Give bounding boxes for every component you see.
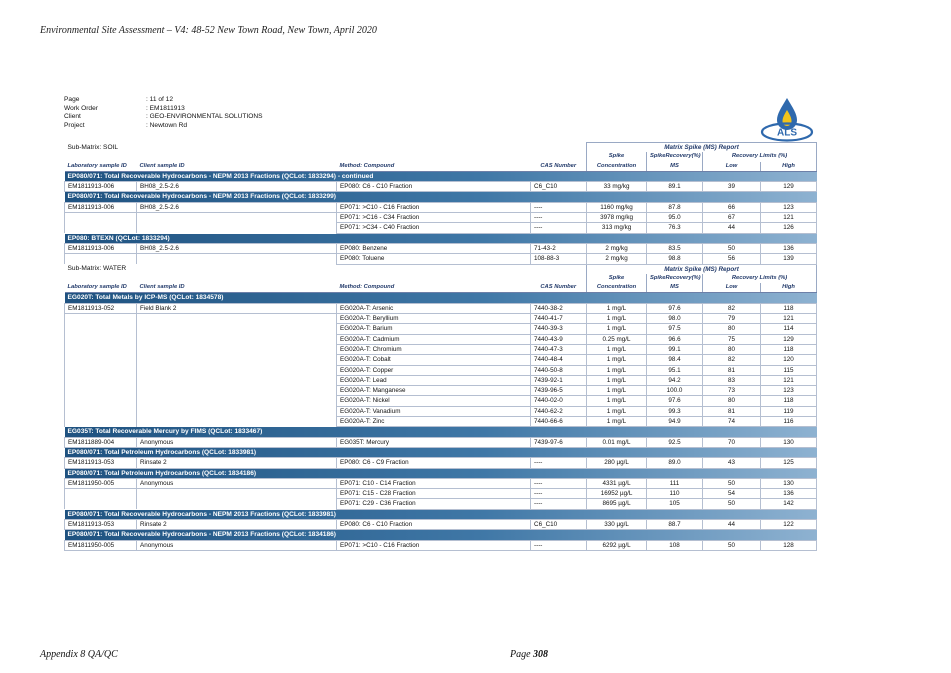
spike-concentration: 6292 µg/L [587, 540, 647, 550]
lab-sample-id: EM1811913-053 [65, 519, 137, 529]
meta-value: : EM1811913 [146, 104, 185, 112]
ms-recovery: 97.5 [647, 324, 703, 334]
cas-number: C6_C10 [531, 182, 587, 192]
recovery-high: 123 [761, 386, 817, 396]
spike-header-row [65, 274, 817, 283]
ms-recovery: 87.8 [647, 202, 703, 212]
table-row [65, 458, 817, 468]
client-sample-id: BH08_2.5-2.6 [137, 182, 337, 192]
cas-number: C6_C10 [531, 519, 587, 529]
spike-concentration: 0.01 mg/L [587, 437, 647, 447]
cas-number: 7440-38-2 [531, 303, 587, 313]
spike-concentration: 2 mg/kg [587, 254, 647, 264]
als-logo-icon [760, 96, 814, 142]
ms-recovery: 88.7 [647, 519, 703, 529]
method-compound: EG020A-T: Arsenic [337, 303, 531, 313]
recovery-high: 139 [761, 254, 817, 264]
recovery-high: 130 [761, 437, 817, 447]
spike-concentration: 1160 mg/kg [587, 202, 647, 212]
recovery-low: 54 [703, 489, 761, 499]
meta-row [64, 105, 816, 114]
client-sample-id-empty [137, 223, 337, 233]
recovery-high: 120 [761, 355, 817, 365]
cas-number: 71-43-2 [531, 243, 587, 253]
qc-group-header [65, 468, 817, 478]
table-row [65, 386, 817, 396]
method-compound: EP080: Toluene [337, 254, 531, 264]
recovery-low: 50 [703, 243, 761, 253]
ms-recovery: 98.4 [647, 355, 703, 365]
ms-recovery: 97.6 [647, 396, 703, 406]
client-sample-id-empty [137, 396, 337, 406]
recovery-high: 130 [761, 478, 817, 488]
cas-number: ---- [531, 489, 587, 499]
table-row [65, 223, 817, 233]
spike-header-row [65, 152, 817, 161]
recovery-low: 39 [703, 182, 761, 192]
recovery-low: 81 [703, 365, 761, 375]
method-compound: EP071: >C34 - C40 Fraction [337, 223, 531, 233]
method-compound: EP080: C6 - C9 Fraction [337, 458, 531, 468]
method-compound: EP071: >C16 - C34 Fraction [337, 213, 531, 223]
footer-page-number: 308 [533, 649, 549, 660]
recovery-low: 50 [703, 499, 761, 509]
method-compound: EP080: Benzene [337, 243, 531, 253]
spike-concentration: 1 mg/L [587, 365, 647, 375]
recovery-high: 114 [761, 324, 817, 334]
recovery-high: 121 [761, 314, 817, 324]
meta-label: Page [64, 96, 80, 103]
meta-value: : GEO-ENVIRONMENTAL SOLUTIONS [146, 113, 263, 120]
lab-sample-id: EM1811950-005 [65, 478, 137, 488]
table-row [65, 213, 817, 223]
method-compound: EP071: >C10 - C16 Fraction [337, 540, 531, 550]
spike-concentration: 1 mg/L [587, 406, 647, 416]
lab-sample-id-empty [65, 344, 137, 354]
ms-recovery: 76.3 [647, 223, 703, 233]
qc-group-title: EP080/071: Total Recoverable Hydrocarbons - NEPM 2013 Fractions (QCLot: 1833299) [65, 192, 817, 202]
qc-group-title: EP080/071: Total Recoverable Hydrocarbons - NEPM 2013 Fractions (QCLot: 1833981) [65, 509, 817, 519]
lab-sample-id-empty [65, 417, 137, 427]
table-row [65, 499, 817, 509]
ms-report-title: Matrix Spike (MS) Report [587, 143, 817, 153]
recovery-low: 83 [703, 375, 761, 385]
recovery-low: 50 [703, 540, 761, 550]
client-sample-id-empty [137, 254, 337, 264]
lab-sample-id-empty [65, 386, 137, 396]
cas-number: 7440-66-6 [531, 417, 587, 427]
document-header: Environmental Site Assessment – V4: 48-52 New Town Road, New Town, April 2020 [40, 25, 377, 36]
method-compound: EP080: C6 - C10 Fraction [337, 519, 531, 529]
lab-sample-id: EM1811913-006 [65, 202, 137, 212]
table-row [65, 519, 817, 529]
matrix-header-row [65, 143, 817, 153]
lab-sample-id-empty [65, 223, 137, 233]
recovery-low: 44 [703, 519, 761, 529]
ms-recovery: 108 [647, 540, 703, 550]
spike-concentration: 1 mg/L [587, 375, 647, 385]
client-id-header: Client sample ID [137, 283, 337, 293]
recovery-low: 73 [703, 386, 761, 396]
table-row [65, 243, 817, 253]
meta-value: : Newtown Rd [146, 121, 188, 129]
method-compound: EG020A-T: Barium [337, 324, 531, 334]
qc-group-title: EP080/071: Total Recoverable Hydrocarbons - NEPM 2013 Fractions (QCLot: 1833294) - continued [65, 171, 817, 181]
client-sample-id: Rinsate 2 [137, 458, 337, 468]
ms-header: MS [647, 162, 703, 172]
method-header: Method: Compound [337, 283, 531, 293]
recovery-low: 74 [703, 417, 761, 427]
meta-row [64, 122, 816, 131]
spike-concentration: 4331 µg/L [587, 478, 647, 488]
cas-header: CAS Number [531, 283, 587, 293]
spike-concentration: 3978 mg/kg [587, 213, 647, 223]
client-sample-id-empty [137, 489, 337, 499]
qc-group-header [65, 447, 817, 457]
client-sample-id: BH08_2.5-2.6 [137, 202, 337, 212]
meta-row [64, 113, 816, 122]
cas-number: 7440-41-7 [531, 314, 587, 324]
method-compound: EP071: C10 - C14 Fraction [337, 478, 531, 488]
ms-recovery: 95.1 [647, 365, 703, 375]
client-sample-id-empty [137, 334, 337, 344]
recovery-low: 66 [703, 202, 761, 212]
lab-sample-id: EM1811913-052 [65, 303, 137, 313]
qc-group-title: EG035T: Total Recoverable Mercury by FIMS (QCLot: 1833467) [65, 427, 817, 437]
spike-concentration: 2 mg/kg [587, 243, 647, 253]
qc-group-header [65, 509, 817, 519]
spike-concentration: 8695 µg/L [587, 499, 647, 509]
lab-sample-id-empty [65, 396, 137, 406]
recovery-high: 118 [761, 344, 817, 354]
ms-recovery: 100.0 [647, 386, 703, 396]
cas-number: 7439-97-6 [531, 437, 587, 447]
table-row [65, 540, 817, 550]
table-row [65, 314, 817, 324]
recovery-low: 43 [703, 458, 761, 468]
qc-group-title: EP080: BTEXN (QCLot: 1833294) [65, 233, 817, 243]
lab-sample-id-empty [65, 406, 137, 416]
table-row [65, 303, 817, 313]
table-row [65, 365, 817, 375]
cas-number: ---- [531, 540, 587, 550]
ms-recovery: 98.8 [647, 254, 703, 264]
qc-group-header [65, 427, 817, 437]
sub-matrix-label: Sub-Matrix: SOIL [67, 143, 119, 151]
table-row [65, 355, 817, 365]
lab-id-header: Laboratory sample ID [65, 162, 137, 172]
recovery-high: 118 [761, 303, 817, 313]
recovery-low: 67 [703, 213, 761, 223]
lab-sample-id: EM1811913-006 [65, 182, 137, 192]
spike-concentration: 1 mg/L [587, 324, 647, 334]
recovery-low: 50 [703, 478, 761, 488]
low-header: Low [703, 283, 761, 293]
qc-group-header [65, 293, 817, 303]
method-compound: EG020A-T: Cobalt [337, 355, 531, 365]
spike-concentration: 1 mg/L [587, 386, 647, 396]
table-row [65, 406, 817, 416]
table-row [65, 334, 817, 344]
method-compound: EG020A-T: Lead [337, 375, 531, 385]
method-compound: EP071: C29 - C36 Fraction [337, 499, 531, 509]
lab-sample-id: EM1811889-004 [65, 437, 137, 447]
spike-concentration: 280 µg/L [587, 458, 647, 468]
ms-recovery: 95.0 [647, 213, 703, 223]
spike-header: Spike [587, 152, 647, 161]
cas-number: 7440-48-4 [531, 355, 587, 365]
lab-id-header: Laboratory sample ID [65, 283, 137, 293]
footer-appendix: Appendix 8 QA/QC [40, 649, 118, 660]
method-header: Method: Compound [337, 162, 531, 172]
client-sample-id-empty [137, 355, 337, 365]
lab-sample-id-empty [65, 499, 137, 509]
client-sample-id-empty [137, 499, 337, 509]
qc-group-title: EP080/071: Total Recoverable Hydrocarbons - NEPM 2013 Fractions (QCLot: 1834186) [65, 530, 817, 540]
cas-number: 7439-92-1 [531, 375, 587, 385]
ms-recovery: 94.2 [647, 375, 703, 385]
method-compound: EP080: C6 - C10 Fraction [337, 182, 531, 192]
qc-report [64, 96, 816, 551]
spike-concentration: 1 mg/L [587, 417, 647, 427]
meta-label: Work Order [64, 104, 98, 112]
table-row [65, 202, 817, 212]
recovery-limits-header: Recovery Limits (%) [703, 152, 817, 161]
spike-recovery-header: SpikeRecovery(%) [647, 152, 703, 161]
lab-sample-id-empty [65, 254, 137, 264]
recovery-low: 80 [703, 324, 761, 334]
recovery-low: 44 [703, 223, 761, 233]
spike-concentration: 1 mg/L [587, 303, 647, 313]
meta-value: : 11 of 12 [146, 96, 174, 103]
recovery-high: 116 [761, 417, 817, 427]
sub-matrix-label: Sub-Matrix: WATER [67, 265, 127, 273]
lab-sample-id-empty [65, 314, 137, 324]
recovery-high: 142 [761, 499, 817, 509]
table-row [65, 254, 817, 264]
meta-row [64, 96, 816, 105]
recovery-limits-header: Recovery Limits (%) [703, 274, 817, 283]
recovery-low: 70 [703, 437, 761, 447]
meta-label: Client [64, 113, 81, 120]
spike-concentration: 1 mg/L [587, 314, 647, 324]
low-header: Low [703, 162, 761, 172]
client-sample-id: Anonymous [137, 478, 337, 488]
matrix-header-row [65, 264, 817, 274]
cas-number: ---- [531, 499, 587, 509]
report-meta [64, 96, 816, 142]
spike-concentration: 0.25 mg/L [587, 334, 647, 344]
client-sample-id-empty [137, 324, 337, 334]
recovery-high: 122 [761, 519, 817, 529]
recovery-high: 136 [761, 489, 817, 499]
spike-concentration: 1 mg/L [587, 355, 647, 365]
recovery-low: 80 [703, 344, 761, 354]
recovery-high: 129 [761, 334, 817, 344]
recovery-low: 81 [703, 406, 761, 416]
method-compound: EG020A-T: Copper [337, 365, 531, 375]
concentration-header: Concentration [587, 283, 647, 293]
qc-group-header [65, 530, 817, 540]
recovery-high: 126 [761, 223, 817, 233]
qc-group-title: EP080/071: Total Petroleum Hydrocarbons (QCLot: 1834186) [65, 468, 817, 478]
concentration-header: Concentration [587, 162, 647, 172]
ms-recovery: 94.9 [647, 417, 703, 427]
recovery-high: 119 [761, 406, 817, 416]
client-id-header: Client sample ID [137, 162, 337, 172]
recovery-low: 80 [703, 396, 761, 406]
spike-concentration: 33 mg/kg [587, 182, 647, 192]
ms-recovery: 89.1 [647, 182, 703, 192]
cas-header: CAS Number [531, 162, 587, 172]
lab-sample-id-empty [65, 489, 137, 499]
method-compound: EG020A-T: Manganese [337, 386, 531, 396]
recovery-high: 128 [761, 540, 817, 550]
cas-number: 7440-62-2 [531, 406, 587, 416]
method-compound: EG020A-T: Cadmium [337, 334, 531, 344]
method-compound: EG020A-T: Zinc [337, 417, 531, 427]
client-sample-id-empty [137, 344, 337, 354]
cas-number: 7440-02-0 [531, 396, 587, 406]
recovery-low: 75 [703, 334, 761, 344]
spike-recovery-header: SpikeRecovery(%) [647, 274, 703, 283]
client-sample-id-empty [137, 417, 337, 427]
meta-label: Project [64, 121, 85, 129]
table-row [65, 417, 817, 427]
spike-header: Spike [587, 274, 647, 283]
recovery-high: 121 [761, 375, 817, 385]
matrix-spike-table [64, 142, 817, 551]
footer-page [510, 649, 548, 660]
lab-sample-id: EM1811950-005 [65, 540, 137, 550]
recovery-high: 129 [761, 182, 817, 192]
cas-number: ---- [531, 213, 587, 223]
ms-recovery: 83.5 [647, 243, 703, 253]
client-sample-id-empty [137, 386, 337, 396]
lab-sample-id-empty [65, 355, 137, 365]
lab-sample-id-empty [65, 375, 137, 385]
lab-sample-id-empty [65, 213, 137, 223]
ms-recovery: 111 [647, 478, 703, 488]
cas-number: 7439-96-5 [531, 386, 587, 396]
method-compound: EP071: C15 - C28 Fraction [337, 489, 531, 499]
table-row [65, 437, 817, 447]
cas-number: ---- [531, 458, 587, 468]
method-compound: EP071: >C10 - C16 Fraction [337, 202, 531, 212]
client-sample-id-empty [137, 213, 337, 223]
ms-recovery: 97.6 [647, 303, 703, 313]
ms-recovery: 89.0 [647, 458, 703, 468]
logo-text: ALS [777, 127, 797, 139]
high-header: High [761, 162, 817, 172]
table-row [65, 478, 817, 488]
client-sample-id: Anonymous [137, 437, 337, 447]
client-sample-id: BH08_2.5-2.6 [137, 243, 337, 253]
recovery-low: 56 [703, 254, 761, 264]
high-header: High [761, 283, 817, 293]
lab-sample-id-empty [65, 324, 137, 334]
qc-group-title: EG020T: Total Metals by ICP-MS (QCLot: 1834578) [65, 293, 817, 303]
lab-sample-id: EM1811913-006 [65, 243, 137, 253]
recovery-low: 82 [703, 355, 761, 365]
spike-concentration: 313 mg/kg [587, 223, 647, 233]
cas-number: 7440-39-3 [531, 324, 587, 334]
client-sample-id-empty [137, 314, 337, 324]
method-compound: EG020A-T: Chromium [337, 344, 531, 354]
ms-header: MS [647, 283, 703, 293]
table-row [65, 396, 817, 406]
cas-number: ---- [531, 223, 587, 233]
ms-recovery: 105 [647, 499, 703, 509]
method-compound: EG035T: Mercury [337, 437, 531, 447]
spike-concentration: 1 mg/L [587, 344, 647, 354]
method-compound: EG020A-T: Vanadium [337, 406, 531, 416]
client-sample-id: Rinsate 2 [137, 519, 337, 529]
cas-number: ---- [531, 202, 587, 212]
spike-concentration: 1 mg/L [587, 396, 647, 406]
lab-sample-id: EM1811913-053 [65, 458, 137, 468]
client-sample-id-empty [137, 365, 337, 375]
ms-recovery: 92.5 [647, 437, 703, 447]
table-row [65, 375, 817, 385]
cas-number: 7440-43-9 [531, 334, 587, 344]
qc-group-header [65, 233, 817, 243]
recovery-high: 115 [761, 365, 817, 375]
cas-number: ---- [531, 478, 587, 488]
qc-group-header [65, 192, 817, 202]
recovery-low: 82 [703, 303, 761, 313]
recovery-high: 121 [761, 213, 817, 223]
cas-number: 7440-47-3 [531, 344, 587, 354]
qc-group-header [65, 171, 817, 181]
recovery-high: 136 [761, 243, 817, 253]
column-header-row [65, 162, 817, 172]
footer-page-label: Page [510, 649, 531, 660]
client-sample-id-empty [137, 375, 337, 385]
ms-recovery: 98.0 [647, 314, 703, 324]
ms-recovery: 99.3 [647, 406, 703, 416]
client-sample-id: Anonymous [137, 540, 337, 550]
column-header-row [65, 283, 817, 293]
ms-recovery: 96.6 [647, 334, 703, 344]
method-compound: EG020A-T: Nickel [337, 396, 531, 406]
table-row [65, 324, 817, 334]
lab-sample-id-empty [65, 334, 137, 344]
spike-concentration: 16952 µg/L [587, 489, 647, 499]
ms-recovery: 99.1 [647, 344, 703, 354]
cas-number: 108-88-3 [531, 254, 587, 264]
client-sample-id-empty [137, 406, 337, 416]
qc-group-title: EP080/071: Total Petroleum Hydrocarbons (QCLot: 1833981) [65, 447, 817, 457]
table-row [65, 182, 817, 192]
recovery-low: 79 [703, 314, 761, 324]
ms-report-title: Matrix Spike (MS) Report [587, 264, 817, 274]
recovery-high: 118 [761, 396, 817, 406]
ms-recovery: 110 [647, 489, 703, 499]
table-row [65, 489, 817, 499]
spike-concentration: 330 µg/L [587, 519, 647, 529]
table-row [65, 344, 817, 354]
client-sample-id: Field Blank 2 [137, 303, 337, 313]
method-compound: EG020A-T: Beryllium [337, 314, 531, 324]
recovery-high: 125 [761, 458, 817, 468]
recovery-high: 123 [761, 202, 817, 212]
cas-number: 7440-50-8 [531, 365, 587, 375]
lab-sample-id-empty [65, 365, 137, 375]
